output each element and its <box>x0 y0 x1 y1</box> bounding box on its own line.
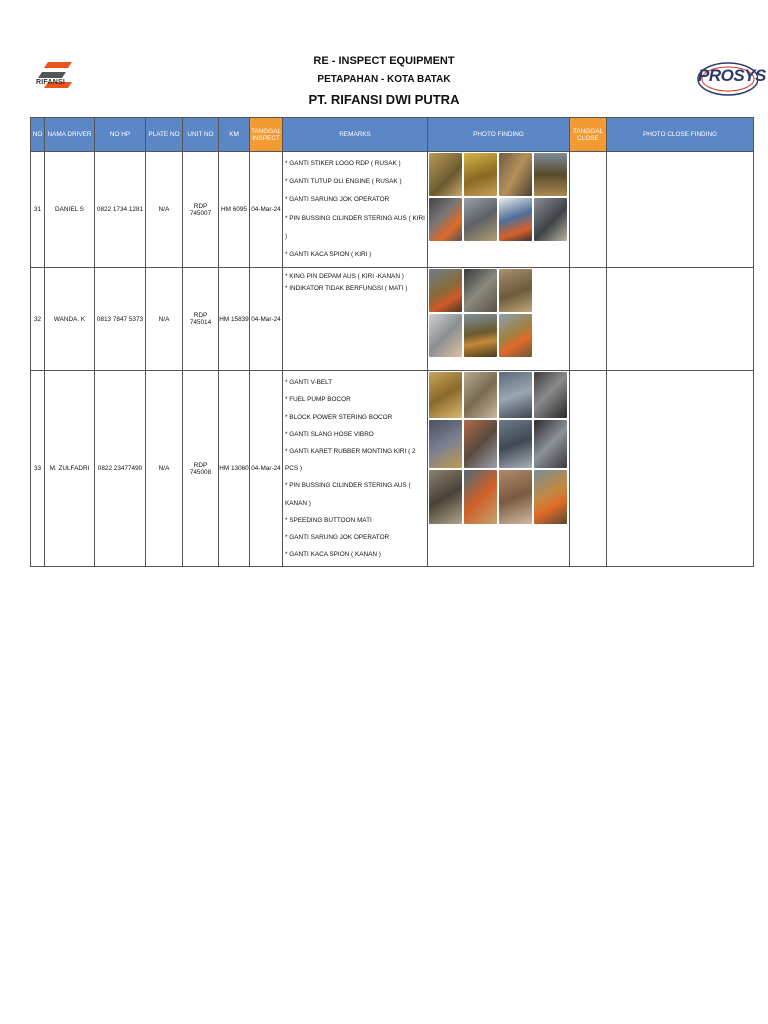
remark-line: * PIN BUSSING CILINDER STERING AUS ( KANAN ) <box>285 482 411 507</box>
cell-driver: M. ZULFADRI <box>45 371 95 567</box>
finding-photo <box>464 420 497 468</box>
finding-photo <box>499 420 532 468</box>
photo-grid <box>429 153 568 241</box>
cell-hp: 0813 7847 5373 <box>95 268 146 371</box>
table-row <box>31 152 754 268</box>
finding-photo <box>464 198 497 241</box>
cell-km: HM 6095 <box>219 152 250 268</box>
finding-photo <box>429 372 462 418</box>
col-header-no: NO <box>31 118 45 152</box>
col-header-unit: UNIT NO <box>183 118 219 152</box>
finding-photo <box>499 269 532 312</box>
inspection-table <box>30 117 754 567</box>
table-header-row <box>31 118 754 152</box>
prosys-logo-text: PROSYS <box>698 66 766 85</box>
finding-photo <box>534 198 567 241</box>
cell-remarks <box>283 268 428 371</box>
finding-photo <box>429 420 462 468</box>
finding-photo <box>499 470 532 524</box>
photo-grid <box>429 372 568 524</box>
remark-line: * GANTI STIKER LOGO RDP ( RUSAK ) <box>285 160 401 167</box>
cell-remarks <box>283 371 428 567</box>
col-header-close-date: TANGGAL CLOSE <box>570 118 607 152</box>
finding-photo <box>464 470 497 524</box>
cell-no: 32 <box>31 268 45 371</box>
cell-driver: DANIEL S <box>45 152 95 268</box>
finding-photo <box>429 153 462 196</box>
rifansi-logo-text: RIFANSI <box>36 79 66 86</box>
remark-line: * GANTI SARUNG JOK OPERATOR <box>285 196 390 204</box>
cell-unit: RDP 745008 <box>183 371 219 567</box>
report-location: PETAPAHAN - KOTA BATAK <box>317 74 451 85</box>
cell-plate: N/A <box>146 152 183 268</box>
remark-line: * FUEL PUMP BOCOR <box>285 396 351 404</box>
cell-photo-close <box>607 371 754 567</box>
remark-line: * SPEEDING BUTTOON MATI <box>285 516 372 524</box>
finding-photo <box>499 153 532 196</box>
col-header-km: KM <box>219 118 250 152</box>
prosys-logo <box>694 60 766 100</box>
finding-photo <box>464 372 497 418</box>
remark-line: * GANTI KARET RUBBER MONTING KIRI ( 2 PCS ) <box>285 448 416 473</box>
cell-photo-finding <box>428 268 570 371</box>
table-row <box>31 268 754 371</box>
cell-close-date <box>570 371 607 567</box>
table-row <box>31 371 754 567</box>
cell-no: 33 <box>31 371 45 567</box>
remark-line: * GANTI V-BELT <box>285 379 333 387</box>
finding-photo <box>499 372 532 418</box>
remark-line: * BLOCK POWER STERING BOCOR <box>285 413 393 421</box>
col-header-plate: PLATE NO <box>146 118 183 152</box>
cell-photo-close <box>607 152 754 268</box>
cell-no: 31 <box>31 152 45 268</box>
remark-line: * GANTI KACA SPION ( KANAN ) <box>285 551 381 559</box>
cell-photo-finding <box>428 152 570 268</box>
finding-photo <box>534 470 567 524</box>
cell-hp: 0822 23477490 <box>95 371 146 567</box>
finding-photo <box>464 269 497 312</box>
cell-km: HM 13060 <box>219 371 250 567</box>
remark-line: * PIN BUSSING CILINDER STERING AUS ( KIRI ) <box>285 214 425 240</box>
col-header-remarks: REMARKS <box>283 118 428 152</box>
cell-plate: N/A <box>146 371 183 567</box>
col-header-driver: NAMA DRIVER <box>45 118 95 152</box>
cell-hp: 0822 1734 1281 <box>95 152 146 268</box>
remark-line: * GANTI KACA SPION ( KIRI ) <box>285 251 372 259</box>
cell-driver: WANDA. K <box>45 268 95 371</box>
finding-photo <box>464 314 497 357</box>
remark-line: * KING PIN DEPAM AUS ( KIRI -KANAN ) <box>285 273 404 281</box>
remark-line: * GANTI TUTUP OLI ENGINE ( RUSAK ) <box>285 178 402 186</box>
cell-inspect-date: 04-Mar-24 <box>250 152 283 268</box>
cell-inspect-date: 04-Mar-24 <box>250 371 283 567</box>
finding-photo <box>429 314 462 357</box>
finding-photo <box>534 372 567 418</box>
col-header-hp: NO HP <box>95 118 146 152</box>
cell-close-date <box>570 268 607 371</box>
cell-photo-close <box>607 268 754 371</box>
finding-photo <box>429 470 462 524</box>
finding-photo <box>499 314 532 357</box>
cell-plate: N/A <box>146 268 183 371</box>
remark-line: * GANTI SARUNG JOK OPERATOR <box>285 534 390 542</box>
cell-unit: RDP 745007 <box>183 152 219 268</box>
report-title: RE - INSPECT EQUIPMENT <box>313 55 455 67</box>
remark-line: * INDIKATOR TIDAK BERFUNGSI ( MATI ) <box>285 285 408 293</box>
remark-line: * GANTI SLANG HOSE VIBRO <box>285 430 374 438</box>
finding-photo <box>534 153 567 196</box>
finding-photo <box>464 153 497 196</box>
cell-remarks <box>283 152 428 268</box>
finding-photo <box>429 198 462 241</box>
cell-km: HM 15839 <box>219 268 250 371</box>
company-name: PT. RIFANSI DWI PUTRA <box>308 92 460 107</box>
photo-grid <box>429 269 568 357</box>
finding-photo <box>499 198 532 241</box>
cell-inspect-date: 04-Mar-24 <box>250 268 283 371</box>
col-header-photo-finding: PHOTO FINDING <box>428 118 570 152</box>
col-header-inspect-date: TANGGAL INSPECT <box>250 118 283 152</box>
cell-photo-finding <box>428 371 570 567</box>
finding-photo <box>429 269 462 312</box>
finding-photo <box>534 420 567 468</box>
col-header-photo-close: PHOTO CLOSE FINDING <box>607 118 754 152</box>
cell-close-date <box>570 152 607 268</box>
cell-unit: RDP 745014 <box>183 268 219 371</box>
